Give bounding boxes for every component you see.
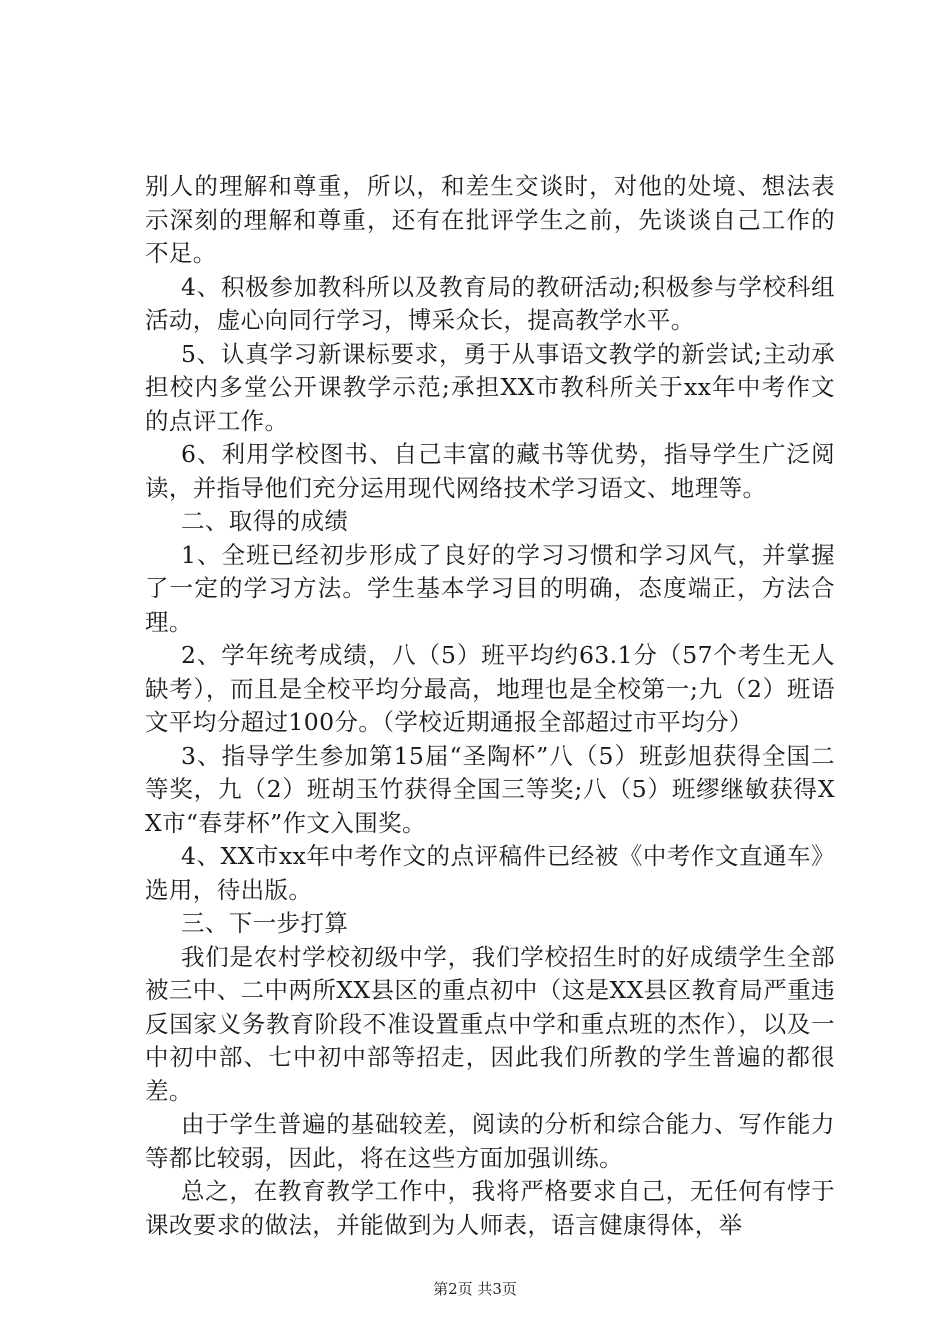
paragraph-achievement-4: 4、XX市xx年中考作文的点评稿件已经被《中考作文直通车》选用，待出版。 [145,842,835,904]
paragraph-item-5-curriculum: 5、认真学习新课标要求，勇于从事语文教学的新尝试;主动承担校内多堂公开课教学示范;承担XX市教科所关于xx年中考作文的点评工作。 [145,339,835,435]
paragraph-item-6-reading: 6、利用学校图书、自己丰富的藏书等优势，指导学生广泛阅读，并指导他们充分运用现代网络技术学习语文、地理等。 [145,440,835,502]
paragraph-achievement-1: 1、全班已经初步形成了良好的学习习惯和学习风气，并掌握了一定的学习方法。学生基本学习目的明确，态度端正，方法合理。 [145,540,835,636]
document-body [145,170,835,1242]
section-heading-next-steps: 三、下一步打算 [181,909,349,937]
paragraph-school-situation: 我们是农村学校初级中学，我们学校招生时的好成绩学生全部被三中、二中两所XX县区的重点初中（这是XX县区教育局严重违反国家义务教育阶段不准设置重点中学和重点班的杰作），以及一中初中部、七中初中部等招走，因此我们所教的学生普遍的都很差。 [145,942,835,1105]
paragraph-continuation: 别人的理解和尊重，所以，和差生交谈时，对他的处境、想法表示深刻的理解和尊重，还有在批评学生之前，先谈谈自己工作的不足。 [145,172,835,267]
paragraph-summary: 总之，在教育教学工作中，我将严格要求自己，无任何有悖于课改要求的做法，并能做到为人师表，语言健康得体，举 [145,1177,835,1239]
section-heading-achievements: 二、取得的成绩 [181,507,349,535]
paragraph-training-plan: 由于学生普遍的基础较差，阅读的分析和综合能力、写作能力等都比较弱，因此，将在这些方面加强训练。 [145,1110,835,1172]
paragraph-achievement-2: 2、学年统考成绩，八（5）班平均约63.1分（57个考生无人缺考），而且是全校平均分最高，地理也是全校第一;九（2）班语文平均分超过100分。（学校近期通报全部超过市平均分） [145,641,835,736]
paragraph-achievement-3: 3、指导学生参加第15届“圣陶杯”八（5）班彭旭获得全国二等奖，九（2）班胡玉竹获得全国三等奖;八（5）班缪继敏获得XX市“春芽杯”作文入围奖。 [145,741,835,837]
paragraph-item-4-research: 4、积极参加教科所以及教育局的教研活动;积极参与学校科组活动，虚心向同行学习，博采众长，提高教学水平。 [145,272,835,334]
page-footer: 第2页 共3页 [433,1280,517,1298]
